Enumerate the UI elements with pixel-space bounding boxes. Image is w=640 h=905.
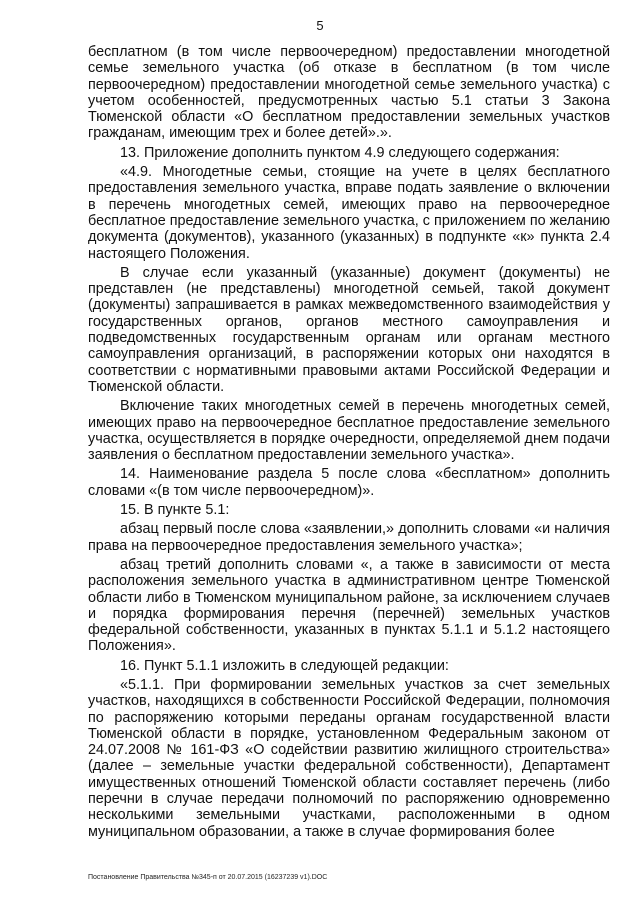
paragraph-clause-5-1-1: «5.1.1. При формировании земельных участков за счет земельных участков, находящихся в собственности Российской Федерации, полномочия по распоряжению которыми переданы органам государственной власти Тюменской области в порядке, установленном Федеральным законом от 24.07.2008 № 161-ФЗ «О содействии развитию жилищного строительства» (далее – земельные участки федеральной собственности), Департамент имущественных отношений Тюменской области составляет перечень (либо перечни в случае передачи полномочий по распоряжению одновременно несколькими земельными участками, расположенными в одном муниципальном образовании, а также в случае формирования более xyxy=(88,676,610,840)
paragraph-inclusion-order: Включение таких многодетных семей в перечень многодетных семей, имеющих право на первоочередное бесплатное предоставление земельного участка, осуществляется в порядке очередности, определяемой днем подачи заявления о бесплатном предоставлении земельного участка». xyxy=(88,398,610,464)
paragraph-item-14: 14. Наименование раздела 5 после слова «бесплатном» дополнить словами «(в том числе первоочередном)». xyxy=(88,466,610,499)
paragraph-item-15: 15. В пункте 5.1: xyxy=(120,502,230,519)
page-number: 5 xyxy=(316,18,324,33)
document-body xyxy=(88,44,610,843)
paragraph-documents-request: В случае если указанный (указанные) документ (документы) не представлен (не представлены) многодетной семьей, такой документ (документы) запрашивается в рамках межведомственного взаимодействия у государственных органов, органов местного самоуправления и подведомственных государственным органам или органам местного самоуправления организаций, в распоряжении которых они находятся в соответствии с нормативными правовыми актами Российской Федерации и Тюменской области. xyxy=(88,264,610,395)
paragraph-continuation: бесплатном (в том числе первоочередном) предоставлении многодетной семье земельного участка (об отказе в бесплатном (в том числе первоочередном) предоставлении многодетной семье земельного участка) с учетом особенностей, предусмотренных частью 5.1 статьи 3 Закона Тюменской области «О бесплатном предоставлении земельных участков гражданам, имеющим трех и более детей».». xyxy=(88,44,610,142)
paragraph-clause-4-9: «4.9. Многодетные семьи, стоящие на учете в целях бесплатного предоставления земельного участка, вправе подать заявление о включении в перечень многодетных семей, имеющих право на первоочередное бесплатное предоставление земельного участка, с приложением по желанию документа (документов), указанного (указанных) в подпункте «к» пункта 2.4 настоящего Положения. xyxy=(88,164,610,262)
paragraph-item-13: 13. Приложение дополнить пунктом 4.9 следующего содержания: xyxy=(120,144,560,161)
paragraph-first-abzac: абзац первый после слова «заявлении,» дополнить словами «и наличия права на первоочередное предоставления земельного участка»; xyxy=(88,521,610,554)
paragraph-third-abzac: абзац третий дополнить словами «, а также в зависимости от места расположения земельного участка в административном центре Тюменской области либо в Тюменском муниципальном районе, за исключением случаев и порядка формирования перечня (перечней) земельных участков федеральной собственности, указанных в пунктах 5.1.1 и 5.1.2 настоящего Положения». xyxy=(88,556,610,655)
paragraph-item-16: 16. Пункт 5.1.1 изложить в следующей редакции: xyxy=(120,657,449,674)
document-footer: Постановление Правительства №345-п от 20.07.2015 (16237239 v1).DOC xyxy=(88,874,328,881)
